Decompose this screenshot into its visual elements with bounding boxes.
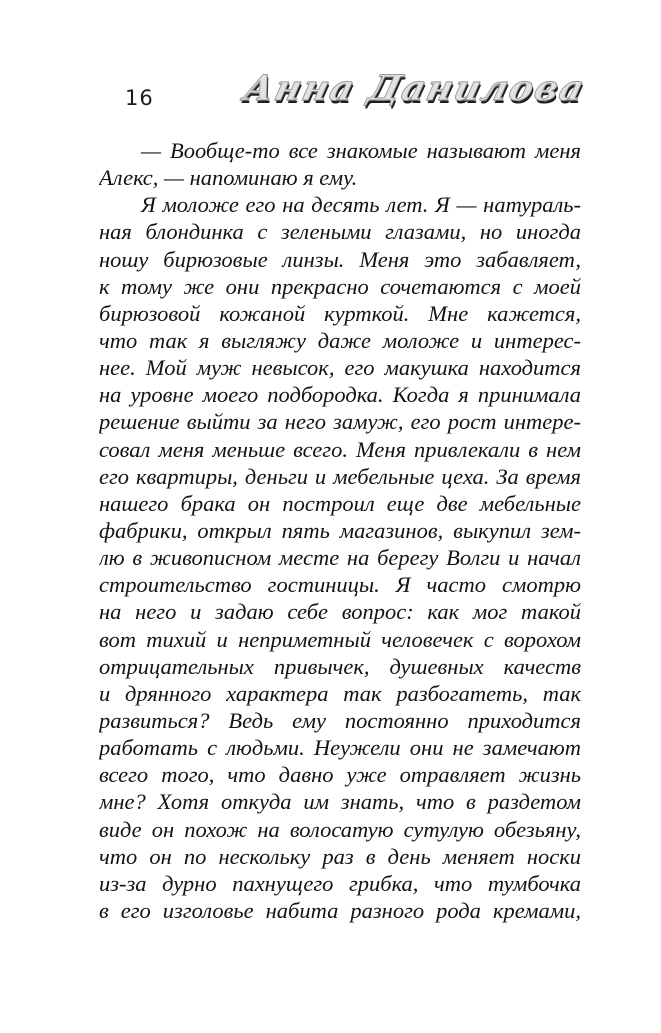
- text-line: мне? Хотя откуда им знать, что в раздетом: [99, 789, 581, 815]
- text-line: ная блондинка с зелеными глазами, но иногда: [99, 219, 581, 245]
- text-line: что так я выгляжу даже моложе и интерес-: [99, 327, 581, 353]
- body-text: [99, 137, 581, 924]
- text-line: лю в живописном месте на берегу Волги и начал: [99, 545, 581, 571]
- text-line: на него и задаю себе вопрос: как мог такой: [99, 599, 581, 625]
- text-line: нашего брака он построил еще две мебельные: [99, 490, 581, 516]
- text-line: отрицательных привычек, душевных качеств: [99, 653, 581, 679]
- text-line: к тому же они прекрасно сочетаются с моей: [99, 273, 581, 299]
- text-line: фабрики, открыл пять магазинов, выкупил зем-: [99, 517, 581, 543]
- text-line: из-за дурно пахнущего грибка, что тумбочка: [99, 870, 581, 896]
- text-line: бирюзовой кожаной курткой. Мне кажется,: [99, 300, 581, 326]
- text-line: ношу бирюзовые линзы. Меня это забавляет,: [99, 246, 581, 272]
- text-line: нее. Мой муж невысок, его макушка находится: [99, 355, 581, 381]
- text-line: решение выйти за него замуж, его рост интере-: [99, 409, 581, 435]
- text-line: строительство гостиницы. Я часто смотрю: [99, 572, 581, 598]
- text-line: на уровне моего подбородка. Когда я принимала: [99, 382, 581, 408]
- text-line: что он по нескольку раз в день меняет носки: [99, 843, 581, 869]
- text-line: вот тихий и неприметный человечек с ворохом: [99, 626, 581, 652]
- text-line: работать с людьми. Неужели они не замечают: [99, 735, 581, 761]
- text-line: развиться? Ведь ему постоянно приходится: [99, 707, 581, 733]
- text-line: совал меня меньше всего. Меня привлекали в нем: [99, 436, 581, 462]
- text-line: в его изголовье набита разного рода кремами,: [99, 897, 581, 923]
- author-signature: Анна Данилова: [240, 68, 591, 109]
- text-line: — Вообще-то все знакомые называют меня: [141, 138, 581, 163]
- text-line: всего того, что давно уже отравляет жизнь: [99, 762, 581, 788]
- text-line: и дрянного характера так разбогатеть, так: [99, 680, 581, 706]
- text-line: его квартиры, деньги и мебельные цеха. За время: [99, 463, 581, 489]
- text-line: Алекс, — напоминаю я ему.: [99, 165, 358, 191]
- text-line: Я моложе его на десять лет. Я — натураль-: [141, 192, 581, 218]
- page-number: 16: [125, 86, 154, 110]
- text-line: виде он похож на волосатую сутулую обезьяну,: [99, 816, 581, 842]
